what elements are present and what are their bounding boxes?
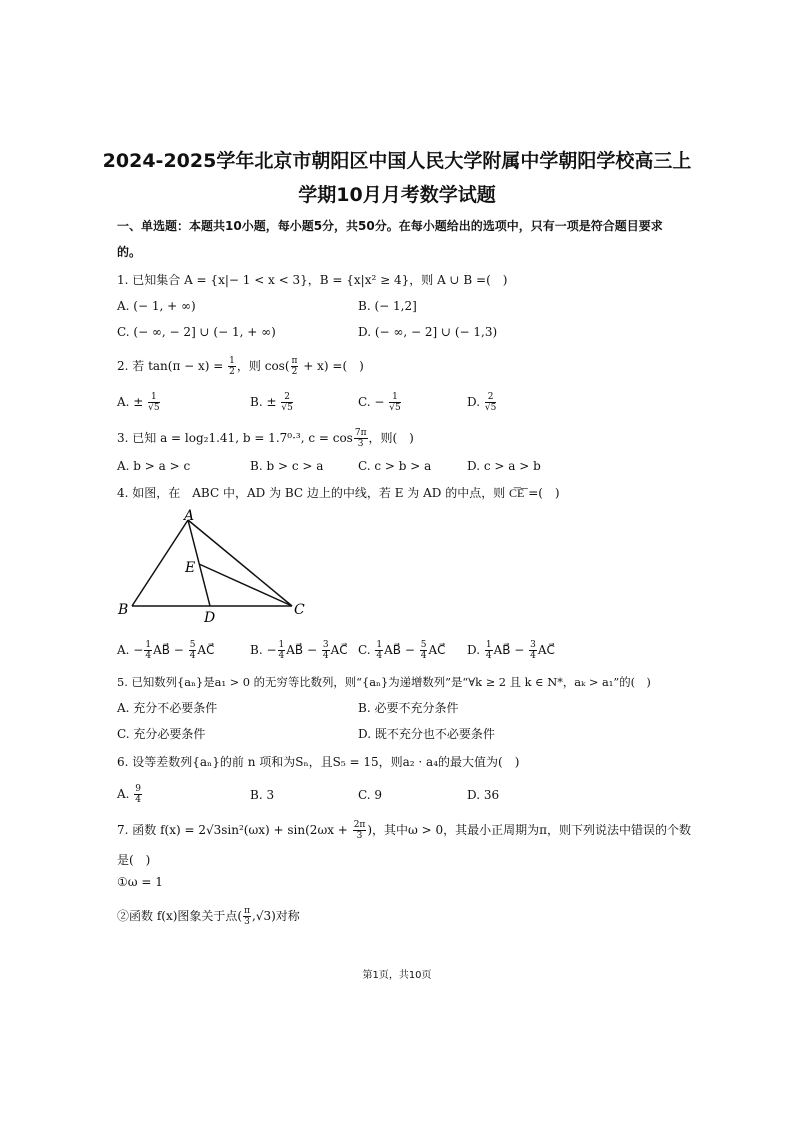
q6-stem: 6. 设等差数列{aₙ}的前 n 项和为Sₙ，且S₅ = 15，则a₂ · a₄的最大值为( ) [117, 755, 520, 769]
q7-item-2: ②函数 f(x)图象关于点( $\frac{\pi}{3}$ ,√3)对称 [117, 906, 300, 927]
section-heading: 一、单选题：本题共10小题，每小题5分，共50分。在每小题给出的选项中，只有一项是符合题目要求 [117, 219, 663, 233]
q2-option-b: B. ± $\frac{2}{√5}$ [250, 392, 293, 413]
q2-stem-b: ，则 cos [236, 359, 285, 373]
point-e-label: E [185, 560, 196, 576]
q1-option-c: C. (− ∞, − 2] ∪ (− 1, + ∞) [117, 325, 276, 339]
q6-option-c: C. 9 [358, 788, 383, 802]
q2-option-d: D. $\frac{2}{√5}$ [467, 392, 497, 413]
q5-option-c: C. 充分必要条件 [117, 727, 206, 741]
title-line-2: 学期10月月考数学试题 [298, 184, 496, 206]
q3-option-c: C. c > b > a [358, 459, 432, 473]
vertex-c-label: C [294, 602, 305, 618]
q5-option-d: D. 既不充分也不必要条件 [358, 727, 495, 741]
section-heading-cont: 的。 [117, 245, 142, 259]
point-d-label: D [204, 610, 216, 623]
q4-option-c: C. $\frac{1}{4}$ AB⃗ − $\frac{5}{4}$ AC⃗ [358, 640, 446, 661]
segment-ce [199, 564, 292, 606]
q6-option-b: B. 3 [250, 788, 275, 802]
q6-option-d: D. 36 [467, 788, 500, 802]
q4-option-b: B. − $\frac{1}{4}$ AB⃗ − $\frac{3}{4}$ AC⃗ [250, 640, 348, 661]
title-line-1: 2024-2025学年北京市朝阳区中国人民大学附属中学朝阳学校高三上 [102, 150, 692, 172]
q1-option-d: D. (− ∞, − 2] ∪ (− 1,3) [358, 325, 498, 339]
q1-stem: 1. 已知集合 A = {x|− 1 < x < 3}，B = {x|x² ≥ 4}，则 A ∪ B =( ) [117, 273, 508, 287]
edge-ac [188, 520, 292, 606]
vertex-b-label: B [118, 602, 129, 618]
q6-option-a: A. $\frac{9}{4}$ [117, 784, 142, 805]
q7-stem: 7. 函数 f(x) = 2√3sin²(ωx) + sin(2ωx + $\frac{2\pi}{3}$ )，其中ω > 0，其最小正周期为π，则下列说法中错误的个数 [117, 820, 692, 841]
q4-stem: 4. 如图，在 ABC 中，AD 为 BC 边上的中线，若 E 为 AD 的中点，则 C͞E͞ =( ) [117, 486, 560, 500]
q4-option-a: A. − $\frac{1}{4}$ AB⃗ − $\frac{5}{4}$ AC⃗ [117, 640, 215, 661]
q2-stem-a: 2. 若 tan(π − x) = [117, 359, 228, 373]
q3-stem: 3. 已知 a = log₂1.41, b = 1.7⁰·³, c = cos $\frac{7\pi}{3}$ ，则( ) [117, 428, 414, 449]
q2-stem: 2. 若 tan(π − x) = $\frac{1}{2}$ ，则 cos( $\frac{\pi}{2}$ + x) =( ) [117, 356, 364, 377]
q2-option-a: A. ± $\frac{1}{√5}$ [117, 392, 160, 413]
q4-option-d: D. $\frac{1}{4}$ AB⃗ − $\frac{3}{4}$ AC⃗ [467, 640, 555, 661]
q2-option-c: C. − $\frac{1}{√5}$ [358, 392, 401, 413]
fraction: $\frac{7\pi}{3}$ [354, 428, 367, 449]
fraction: $\frac{\pi}{2}$ [291, 356, 298, 377]
triangle-figure [112, 508, 312, 623]
q1-option-a: A. (− 1, + ∞) [117, 299, 196, 313]
q3-option-d: D. c > a > b [467, 459, 541, 473]
q5-stem: 5. 已知数列{aₙ}是a₁ > 0 的无穷等比数列，则“{aₙ}为递增数列”是“∀k ≥ 2 且 k ∈ N*，aₖ > a₁”的( ) [117, 675, 651, 689]
edge-ab [132, 520, 188, 606]
q3-option-b: B. b > c > a [250, 459, 324, 473]
fraction: $\frac{2\pi}{3}$ [353, 820, 366, 841]
q5-option-a: A. 充分不必要条件 [117, 701, 218, 715]
q3-option-a: A. b > a > c [117, 459, 191, 473]
q1-option-b: B. (− 1,2] [358, 299, 417, 313]
q7-stem-cont: 是( ) [117, 853, 151, 867]
fraction: $\frac{1}{2}$ [229, 356, 235, 377]
page-footer: 第1页，共10页 [362, 970, 432, 981]
q5-option-b: B. 必要不充分条件 [358, 701, 459, 715]
vertex-a-label: A [184, 508, 195, 524]
q7-item-1: ①ω = 1 [117, 875, 163, 889]
fraction: $\frac{\pi}{3}$ [244, 906, 250, 927]
